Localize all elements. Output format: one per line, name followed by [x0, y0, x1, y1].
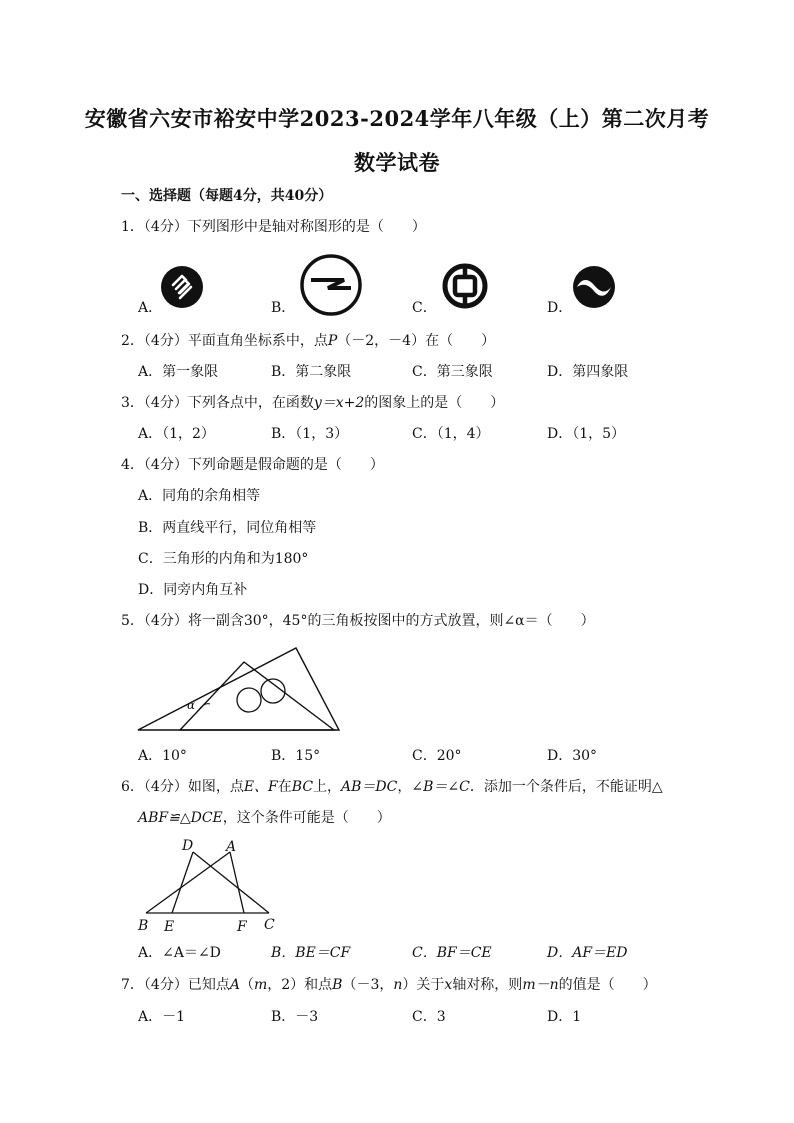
q2-option-d: D．第四象限	[547, 364, 629, 380]
q6-point-c-label: C	[264, 917, 275, 933]
q5-option-b: B．15°	[271, 748, 321, 764]
q6-point-a-label: A	[226, 839, 237, 855]
question-6-stem-line1: 6．（4分）如图，点E、F在BC上，AB＝DC，∠B＝∠C．添加一个条件后，不能证明△	[121, 779, 663, 795]
question-3-stem: 3．（4分）下列各点中，在函数y＝x+2的图象上的是（ ）	[121, 395, 505, 411]
question-2-stem: 2．（4分）平面直角坐标系中，点P（－2，－4）在（ ）	[121, 333, 496, 349]
q5-option-c: C．20°	[412, 748, 462, 764]
q5-angle-alpha-label: α	[187, 698, 196, 712]
q7-option-d: D．1	[547, 1009, 582, 1025]
q6-point-d-label: D	[182, 838, 194, 854]
bank-of-china-logo-icon	[441, 262, 489, 310]
q4-option-d: D．同旁内角互补	[138, 582, 248, 598]
exam-title-line1: 安徽省六安市裕安中学2023-2024学年八年级（上）第二次月考	[84, 106, 710, 131]
q6-option-d: D．AF＝ED	[547, 945, 628, 961]
q4-option-a: A．同角的余角相等	[138, 488, 261, 504]
q1-option-a-label: A．	[138, 300, 163, 316]
q3-option-c: C．（1，4）	[412, 426, 490, 442]
exam-title-line2: 数学试卷	[354, 150, 440, 175]
q6-point-f-label: F	[237, 919, 247, 935]
wave-circle-logo-icon	[572, 265, 616, 309]
q6-point-e-label: E	[164, 919, 175, 935]
question-1-stem: 1．（4分）下列图形中是轴对称图形的是（ ）	[121, 219, 426, 235]
q5-set-square-figure	[136, 640, 344, 734]
q1-option-c-label: C．	[412, 300, 437, 316]
question-4-stem: 4．（4分）下列命题是假命题的是（ ）	[121, 457, 384, 473]
question-6-stem-line2: ABF≌△DCE，这个条件可能是（ ）	[138, 810, 391, 826]
q7-option-a: A．－1	[138, 1009, 186, 1025]
q6-option-b: B．BE＝CF	[271, 945, 351, 961]
q3-option-b: B．（1，3）	[271, 426, 349, 442]
q5-option-d: D．30°	[547, 748, 598, 764]
q7-option-b: B．－3	[271, 1009, 319, 1025]
q2-option-a: A．第一象限	[138, 364, 219, 380]
q6-triangle-figure	[136, 836, 284, 936]
q4-option-b: B．两直线平行，同位角相等	[138, 520, 317, 536]
q2-option-b: B．第二象限	[271, 364, 352, 380]
q1-option-b-label: B．	[271, 300, 296, 316]
q5-option-a: A．10°	[138, 748, 187, 764]
q4-option-c: C．三角形的内角和为180°	[138, 551, 309, 567]
zigzag-circle-logo-icon	[299, 253, 363, 317]
q3-option-a: A．（1，2）	[138, 426, 215, 442]
question-7-stem: 7．（4分）已知点A（m，2）和点B（－3，n）关于x轴对称，则m－n的值是（ ）	[121, 977, 657, 993]
q1-option-d-label: D．	[547, 300, 573, 316]
q2-option-c: C．第三象限	[412, 364, 493, 380]
q7-option-c: C．3	[412, 1009, 446, 1025]
q6-point-b-label: B	[138, 918, 149, 934]
section-heading-choice: 一、选择题（每题4分，共40分）	[121, 188, 333, 204]
china-mobile-logo-icon	[160, 265, 204, 309]
q6-option-a: A．∠A＝∠D	[138, 945, 221, 961]
question-5-stem: 5．（4分）将一副含30°，45°的三角板按图中的方式放置，则∠α＝（ ）	[121, 613, 595, 629]
q3-option-d: D．（1，5）	[547, 426, 626, 442]
q6-option-c: C．BF＝CE	[412, 945, 492, 961]
